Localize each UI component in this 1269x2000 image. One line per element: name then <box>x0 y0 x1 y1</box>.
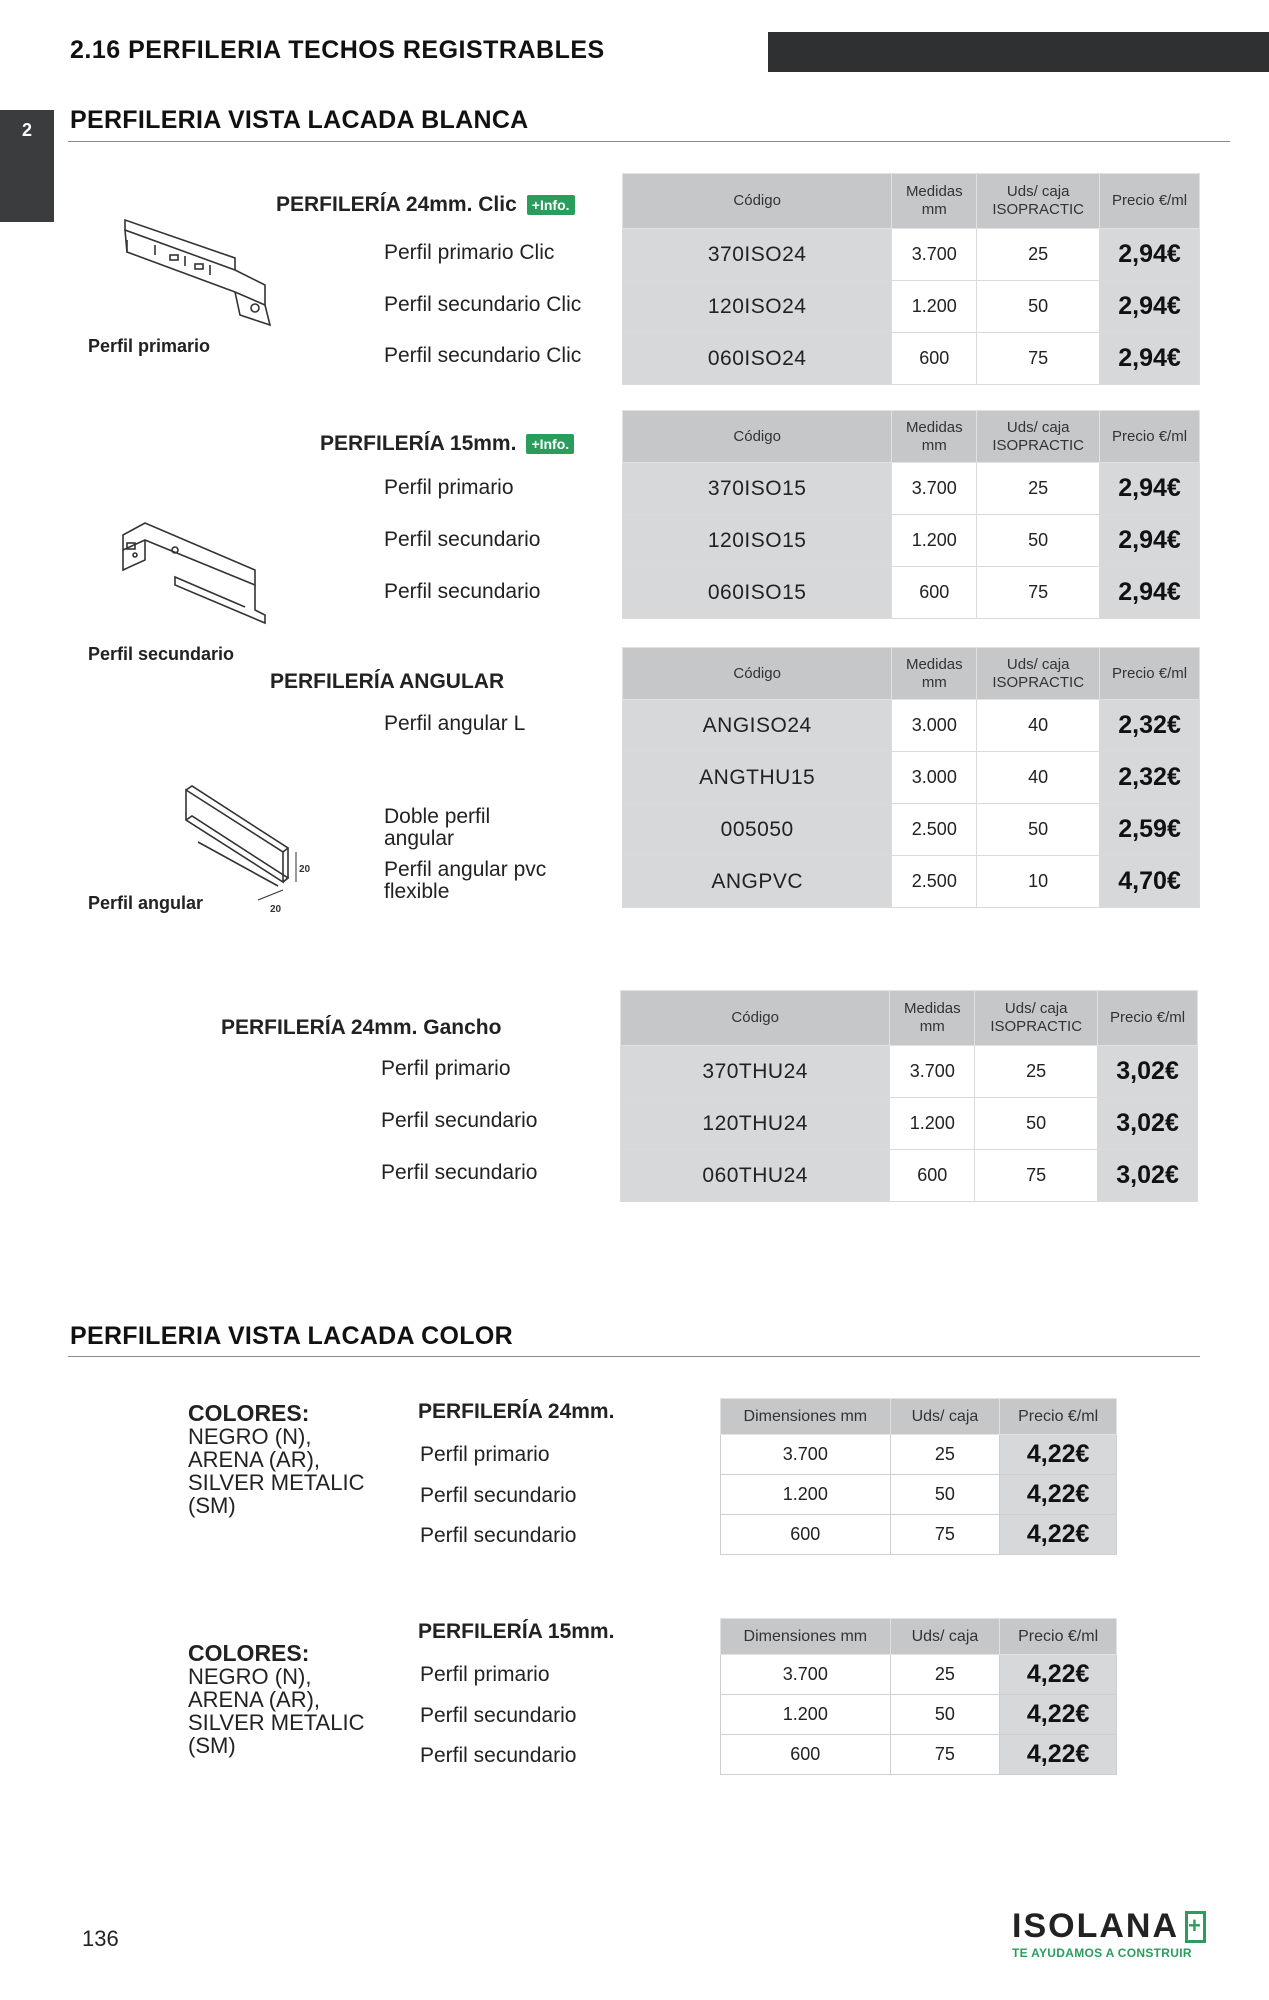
col-header-precio: Precio €/ml <box>1000 1399 1117 1435</box>
table-angular <box>622 647 1200 908</box>
price-cell: 2,94€ <box>1100 229 1200 281</box>
row-label: Perfil secundario <box>420 1704 577 1727</box>
chapter-tab: 2 <box>0 110 54 222</box>
dimension-label-width: 20 <box>270 904 282 915</box>
table-row <box>623 804 1200 856</box>
price-cell: 2,59€ <box>1100 804 1200 856</box>
row-label: Perfil angular pvc flexible <box>384 858 547 904</box>
table-row <box>623 515 1200 567</box>
color-item: SILVER METALIC <box>188 1710 365 1736</box>
group-title-text: PERFILERÍA 24mm. Clic <box>276 193 517 216</box>
code-cell: 370THU24 <box>621 1046 890 1098</box>
medidas-cell: 2.500 <box>892 856 977 908</box>
color-item: NEGRO (N), <box>188 1664 312 1690</box>
colors-list <box>188 1401 364 1518</box>
col-header-codigo: Código <box>621 991 890 1046</box>
table-color-15mm <box>720 1618 1117 1775</box>
uds-cell: 40 <box>977 752 1100 804</box>
logo-tagline: TE AYUDAMOS A CONSTRUIR <box>1012 1946 1192 1960</box>
price-cell: 3,02€ <box>1098 1046 1198 1098</box>
uds-cell: 75 <box>977 333 1100 385</box>
code-cell: 060ISO24 <box>623 333 892 385</box>
price-cell: 4,22€ <box>1000 1515 1117 1555</box>
caption-perfil-secundario: Perfil secundario <box>88 644 235 664</box>
logo-name: ISOLANA <box>1012 1907 1179 1945</box>
uds-cell: 50 <box>890 1475 1000 1515</box>
isolana-logo <box>1012 1907 1202 1960</box>
col-header-uds: Uds/ caja ISOPRACTIC <box>977 174 1100 229</box>
table-row <box>623 229 1200 281</box>
price-cell: 4,22€ <box>1000 1735 1117 1775</box>
dim-cell: 1.200 <box>721 1695 891 1735</box>
table-row <box>621 1150 1198 1202</box>
code-cell: 060THU24 <box>621 1150 890 1202</box>
caption-perfil-primario: Perfil primario <box>88 336 211 356</box>
medidas-cell: 3.000 <box>892 752 977 804</box>
col-header-medidas: Medidas mm <box>890 991 975 1046</box>
table-24mm-clic <box>622 173 1200 385</box>
price-cell: 4,22€ <box>1000 1695 1117 1735</box>
color-item: (SM) <box>188 1493 236 1519</box>
medidas-cell: 1.200 <box>892 515 977 567</box>
col-header-codigo: Código <box>623 174 892 229</box>
perfil-primario-illustration <box>115 210 275 335</box>
code-cell: 060ISO15 <box>623 567 892 619</box>
table-color-24mm <box>720 1398 1117 1555</box>
row-label: Perfil secundario <box>420 1744 577 1767</box>
caption-perfil-angular: Perfil angular <box>88 893 204 913</box>
uds-cell: 40 <box>977 700 1100 752</box>
price-cell: 3,02€ <box>1098 1098 1198 1150</box>
colors-title: COLORES: <box>188 1640 310 1666</box>
price-cell: 2,94€ <box>1100 333 1200 385</box>
code-cell: 005050 <box>623 804 892 856</box>
row-label: Perfil secundario <box>381 1109 538 1132</box>
col-header-precio: Precio €/ml <box>1100 411 1200 463</box>
col-header-uds: Uds/ caja ISOPRACTIC <box>977 411 1100 463</box>
uds-cell: 25 <box>977 229 1100 281</box>
uds-cell: 25 <box>890 1655 1000 1695</box>
dim-cell: 600 <box>721 1515 891 1555</box>
price-cell: 4,22€ <box>1000 1655 1117 1695</box>
info-badge-button[interactable]: +Info. <box>526 434 574 454</box>
group-title-color-15mm: PERFILERÍA 15mm. <box>418 1620 615 1643</box>
col-header-precio: Precio €/ml <box>1000 1619 1117 1655</box>
row-label: Perfil angular L <box>384 712 526 735</box>
col-header-dimensiones: Dimensiones mm <box>721 1619 891 1655</box>
price-cell: 4,22€ <box>1000 1435 1117 1475</box>
group-title-24mm-clic <box>276 193 575 217</box>
colors-list <box>188 1641 364 1758</box>
col-header-precio: Precio €/ml <box>1100 648 1200 700</box>
row-label: Perfil primario <box>420 1443 550 1466</box>
code-cell: 120ISO24 <box>623 281 892 333</box>
price-cell: 2,94€ <box>1100 463 1200 515</box>
section-title-color: PERFILERIA VISTA LACADA COLOR <box>70 1322 513 1350</box>
medidas-cell: 600 <box>892 333 977 385</box>
group-title-24mm-gancho: PERFILERÍA 24mm. Gancho <box>221 1016 502 1039</box>
col-header-codigo: Código <box>623 411 892 463</box>
code-cell: ANGISO24 <box>623 700 892 752</box>
colors-title: COLORES: <box>188 1400 310 1426</box>
row-label: Perfil secundario <box>381 1161 538 1184</box>
col-header-codigo: Código <box>623 648 892 700</box>
group-title-color-24mm: PERFILERÍA 24mm. <box>418 1400 615 1423</box>
uds-cell: 25 <box>975 1046 1098 1098</box>
section-title-blanca: PERFILERIA VISTA LACADA BLANCA <box>70 106 529 134</box>
uds-cell: 75 <box>977 567 1100 619</box>
page-title: 2.16 PERFILERIA TECHOS REGISTRABLES <box>70 36 605 64</box>
group-title-text: PERFILERÍA 15mm. <box>320 432 517 455</box>
price-cell: 4,22€ <box>1000 1475 1117 1515</box>
medidas-cell: 3.700 <box>892 463 977 515</box>
uds-cell: 50 <box>977 804 1100 856</box>
code-cell: ANGPVC <box>623 856 892 908</box>
uds-cell: 25 <box>977 463 1100 515</box>
color-item: ARENA (AR), <box>188 1447 321 1473</box>
table-row <box>721 1735 1117 1775</box>
medidas-cell: 3.700 <box>890 1046 975 1098</box>
col-header-dimensiones: Dimensiones mm <box>721 1399 891 1435</box>
medidas-cell: 3.000 <box>892 700 977 752</box>
table-row <box>721 1655 1117 1695</box>
col-header-uds: Uds/ caja <box>890 1619 1000 1655</box>
plus-icon: + <box>1185 1911 1206 1943</box>
group-title-15mm <box>320 432 574 456</box>
color-item: ARENA (AR), <box>188 1687 321 1713</box>
table-row <box>721 1695 1117 1735</box>
table-row <box>623 700 1200 752</box>
table-row <box>623 463 1200 515</box>
row-label: Perfil secundario <box>384 580 541 603</box>
uds-cell: 25 <box>890 1435 1000 1475</box>
row-label: Perfil primario <box>381 1057 511 1080</box>
row-label: Perfil secundario <box>420 1524 577 1547</box>
row-label: Perfil secundario Clic <box>384 293 582 316</box>
section-divider <box>68 1356 1200 1357</box>
price-cell: 2,94€ <box>1100 515 1200 567</box>
table-row <box>623 567 1200 619</box>
col-header-uds: Uds/ caja ISOPRACTIC <box>975 991 1098 1046</box>
table-row <box>621 1098 1198 1150</box>
color-item: (SM) <box>188 1733 236 1759</box>
medidas-cell: 1.200 <box>892 281 977 333</box>
table-row <box>623 752 1200 804</box>
col-header-medidas: Medidas mm <box>892 174 977 229</box>
col-header-precio: Precio €/ml <box>1098 991 1198 1046</box>
row-label: Doble perfil angular <box>384 805 491 851</box>
uds-cell: 50 <box>977 515 1100 567</box>
uds-cell: 50 <box>977 281 1100 333</box>
table-row <box>721 1475 1117 1515</box>
price-cell: 4,70€ <box>1100 856 1200 908</box>
info-badge-button[interactable]: +Info. <box>527 195 575 215</box>
section-divider <box>68 141 1230 142</box>
row-label: Perfil primario Clic <box>384 241 555 264</box>
table-24mm-gancho <box>620 990 1198 1202</box>
table-row <box>721 1515 1117 1555</box>
price-cell: 2,94€ <box>1100 567 1200 619</box>
uds-cell: 75 <box>890 1735 1000 1775</box>
table-row <box>623 281 1200 333</box>
code-cell: 120ISO15 <box>623 515 892 567</box>
group-title-angular: PERFILERÍA ANGULAR <box>270 670 505 693</box>
medidas-cell: 600 <box>890 1150 975 1202</box>
medidas-cell: 600 <box>892 567 977 619</box>
medidas-cell: 1.200 <box>890 1098 975 1150</box>
dim-cell: 1.200 <box>721 1475 891 1515</box>
perfil-secundario-illustration <box>115 515 275 635</box>
uds-cell: 75 <box>975 1150 1098 1202</box>
row-label: Perfil primario <box>420 1663 550 1686</box>
table-15mm <box>622 410 1200 619</box>
col-header-uds: Uds/ caja ISOPRACTIC <box>977 648 1100 700</box>
color-item: NEGRO (N), <box>188 1424 312 1450</box>
row-label: Perfil primario <box>384 476 514 499</box>
dim-cell: 600 <box>721 1735 891 1775</box>
price-cell: 2,94€ <box>1100 281 1200 333</box>
medidas-cell: 3.700 <box>892 229 977 281</box>
uds-cell: 75 <box>890 1515 1000 1555</box>
uds-cell: 50 <box>975 1098 1098 1150</box>
page-number: 136 <box>82 1926 119 1951</box>
table-row <box>623 333 1200 385</box>
dimension-label-height: 20 <box>299 864 311 875</box>
code-cell: 120THU24 <box>621 1098 890 1150</box>
dim-cell: 3.700 <box>721 1655 891 1695</box>
header-bar <box>768 32 1269 72</box>
price-cell: 2,32€ <box>1100 752 1200 804</box>
code-cell: 370ISO15 <box>623 463 892 515</box>
col-header-medidas: Medidas mm <box>892 411 977 463</box>
row-label: Perfil secundario <box>420 1484 577 1507</box>
uds-cell: 50 <box>890 1695 1000 1735</box>
col-header-precio: Precio €/ml <box>1100 174 1200 229</box>
col-header-uds: Uds/ caja <box>890 1399 1000 1435</box>
code-cell: 370ISO24 <box>623 229 892 281</box>
price-cell: 2,32€ <box>1100 700 1200 752</box>
table-row <box>621 1046 1198 1098</box>
dim-cell: 3.700 <box>721 1435 891 1475</box>
col-header-medidas: Medidas mm <box>892 648 977 700</box>
table-row <box>623 856 1200 908</box>
uds-cell: 10 <box>977 856 1100 908</box>
color-item: SILVER METALIC <box>188 1470 365 1496</box>
medidas-cell: 2.500 <box>892 804 977 856</box>
row-label: Perfil secundario <box>384 528 541 551</box>
code-cell: ANGTHU15 <box>623 752 892 804</box>
row-label: Perfil secundario Clic <box>384 344 582 367</box>
price-cell: 3,02€ <box>1098 1150 1198 1202</box>
table-row <box>721 1435 1117 1475</box>
